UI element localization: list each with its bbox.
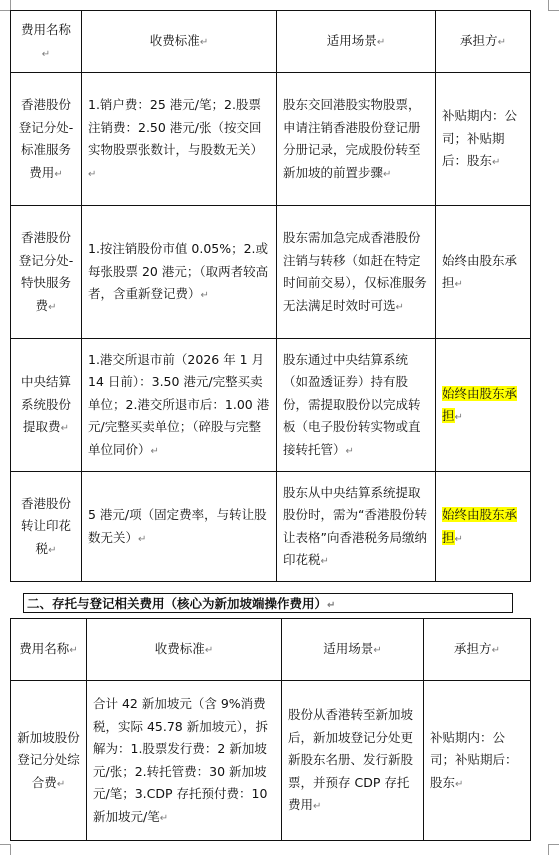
header-cell: 收费标准↵ [82,11,277,73]
fee-table-hk [10,10,531,582]
fee-scenario-cell: 股东从中央结算系统提取股份时，需为“香港股份转让表格”向香港税务局缴纳印花税↵ [277,472,436,582]
fee-name-cell: 香港股份登记分处-特快服务费↵ [11,206,82,339]
fee-table-sg [10,618,531,841]
header-cell: 承担方↵ [436,11,531,73]
table-header-row [11,619,531,681]
fee-name-cell: 香港股份登记分处-标准服务费用↵ [11,73,82,206]
fee-name-cell: 香港股份转让印花税↵ [11,472,82,582]
table-row [11,472,531,582]
header-cell: 收费标准↵ [87,619,282,681]
fee-payer-cell: 始终由股东承担↵ [436,339,531,472]
fee-name-cell: 中央结算系统股份提取费↵ [11,339,82,472]
fee-payer-cell: 始终由股东承担↵ [436,472,531,582]
fee-payer-cell: 补贴期内：公司；补贴期后：股东↵ [424,681,531,841]
fee-name-cell: 新加坡股份登记分处综合费↵ [11,681,87,841]
fee-standard-cell: 5 港元/项（固定费率，与转让股数无关）↵ [82,472,277,582]
section-heading: 二、存托与登记相关费用（核心为新加坡端操作费用）↵ [23,593,513,613]
highlighted-text: 始终由股东承担 [442,507,518,545]
fee-payer-cell: 补贴期内：公司；补贴期后：股东↵ [436,73,531,206]
fee-payer-cell: 始终由股东承担↵ [436,206,531,339]
header-cell: 承担方↵ [424,619,531,681]
header-cell: 适用场景↵ [277,11,436,73]
table-header-row [11,11,531,73]
highlighted-text: 始终由股东承担 [442,385,518,423]
page-corner-mark [0,844,11,855]
fee-scenario-cell: 股东通过中央结算系统（如盈透证券）持有股份，需提取股份以完成转板（电子股份转实物或直接转托管）↵ [277,339,436,472]
fee-scenario-cell: 股东交回港股实物股票，申请注销香港股份登记册分册记录，完成股份转至新加坡的前置步骤↵ [277,73,436,206]
header-cell: 费用名称↵ [11,11,82,73]
page-corner-mark [548,844,559,855]
header-cell: 适用场景↵ [282,619,424,681]
table-row [11,681,531,841]
fee-standard-cell: 1.按注销股份市值 0.05%；2.或每张股票 20 港元；（取两者较高者，含重新登记费）↵ [82,206,277,339]
header-cell: 费用名称↵ [11,619,87,681]
table-row [11,206,531,339]
fee-standard-cell: 1.港交所退市前（2026 年 1 月 14 日前）：3.50 港元/完整买卖单位；2.港交所退市后：1.00 港元/完整买卖单位；（碎股与完整单位同价）↵ [82,339,277,472]
fee-standard-cell: 1.销户费：25 港元/笔；2.股票注销费：2.50 港元/张（按交回实物股票张数计，与股数无关）↵ [82,73,277,206]
fee-standard-cell: 合计 42 新加坡元（含 9%消费税，实际 45.78 新加坡元），拆解为：1.股票发行费：2 新加坡元/张；2.转托管费：30 新加坡元/笔；3.CDP 存托预付费：10 新加坡元/笔↵ [87,681,282,841]
table-row [11,339,531,472]
fee-scenario-cell: 股东需加急完成香港股份注销与转移（如赶在特定时间前交易），仅标准服务无法满足时效时可选↵ [277,206,436,339]
table-row [11,73,531,206]
page-corner-mark [548,0,559,11]
fee-scenario-cell: 股份从香港转至新加坡后，新加坡登记分处更新股东名册、发行新股票，并预存 CDP 存托费用↵ [282,681,424,841]
